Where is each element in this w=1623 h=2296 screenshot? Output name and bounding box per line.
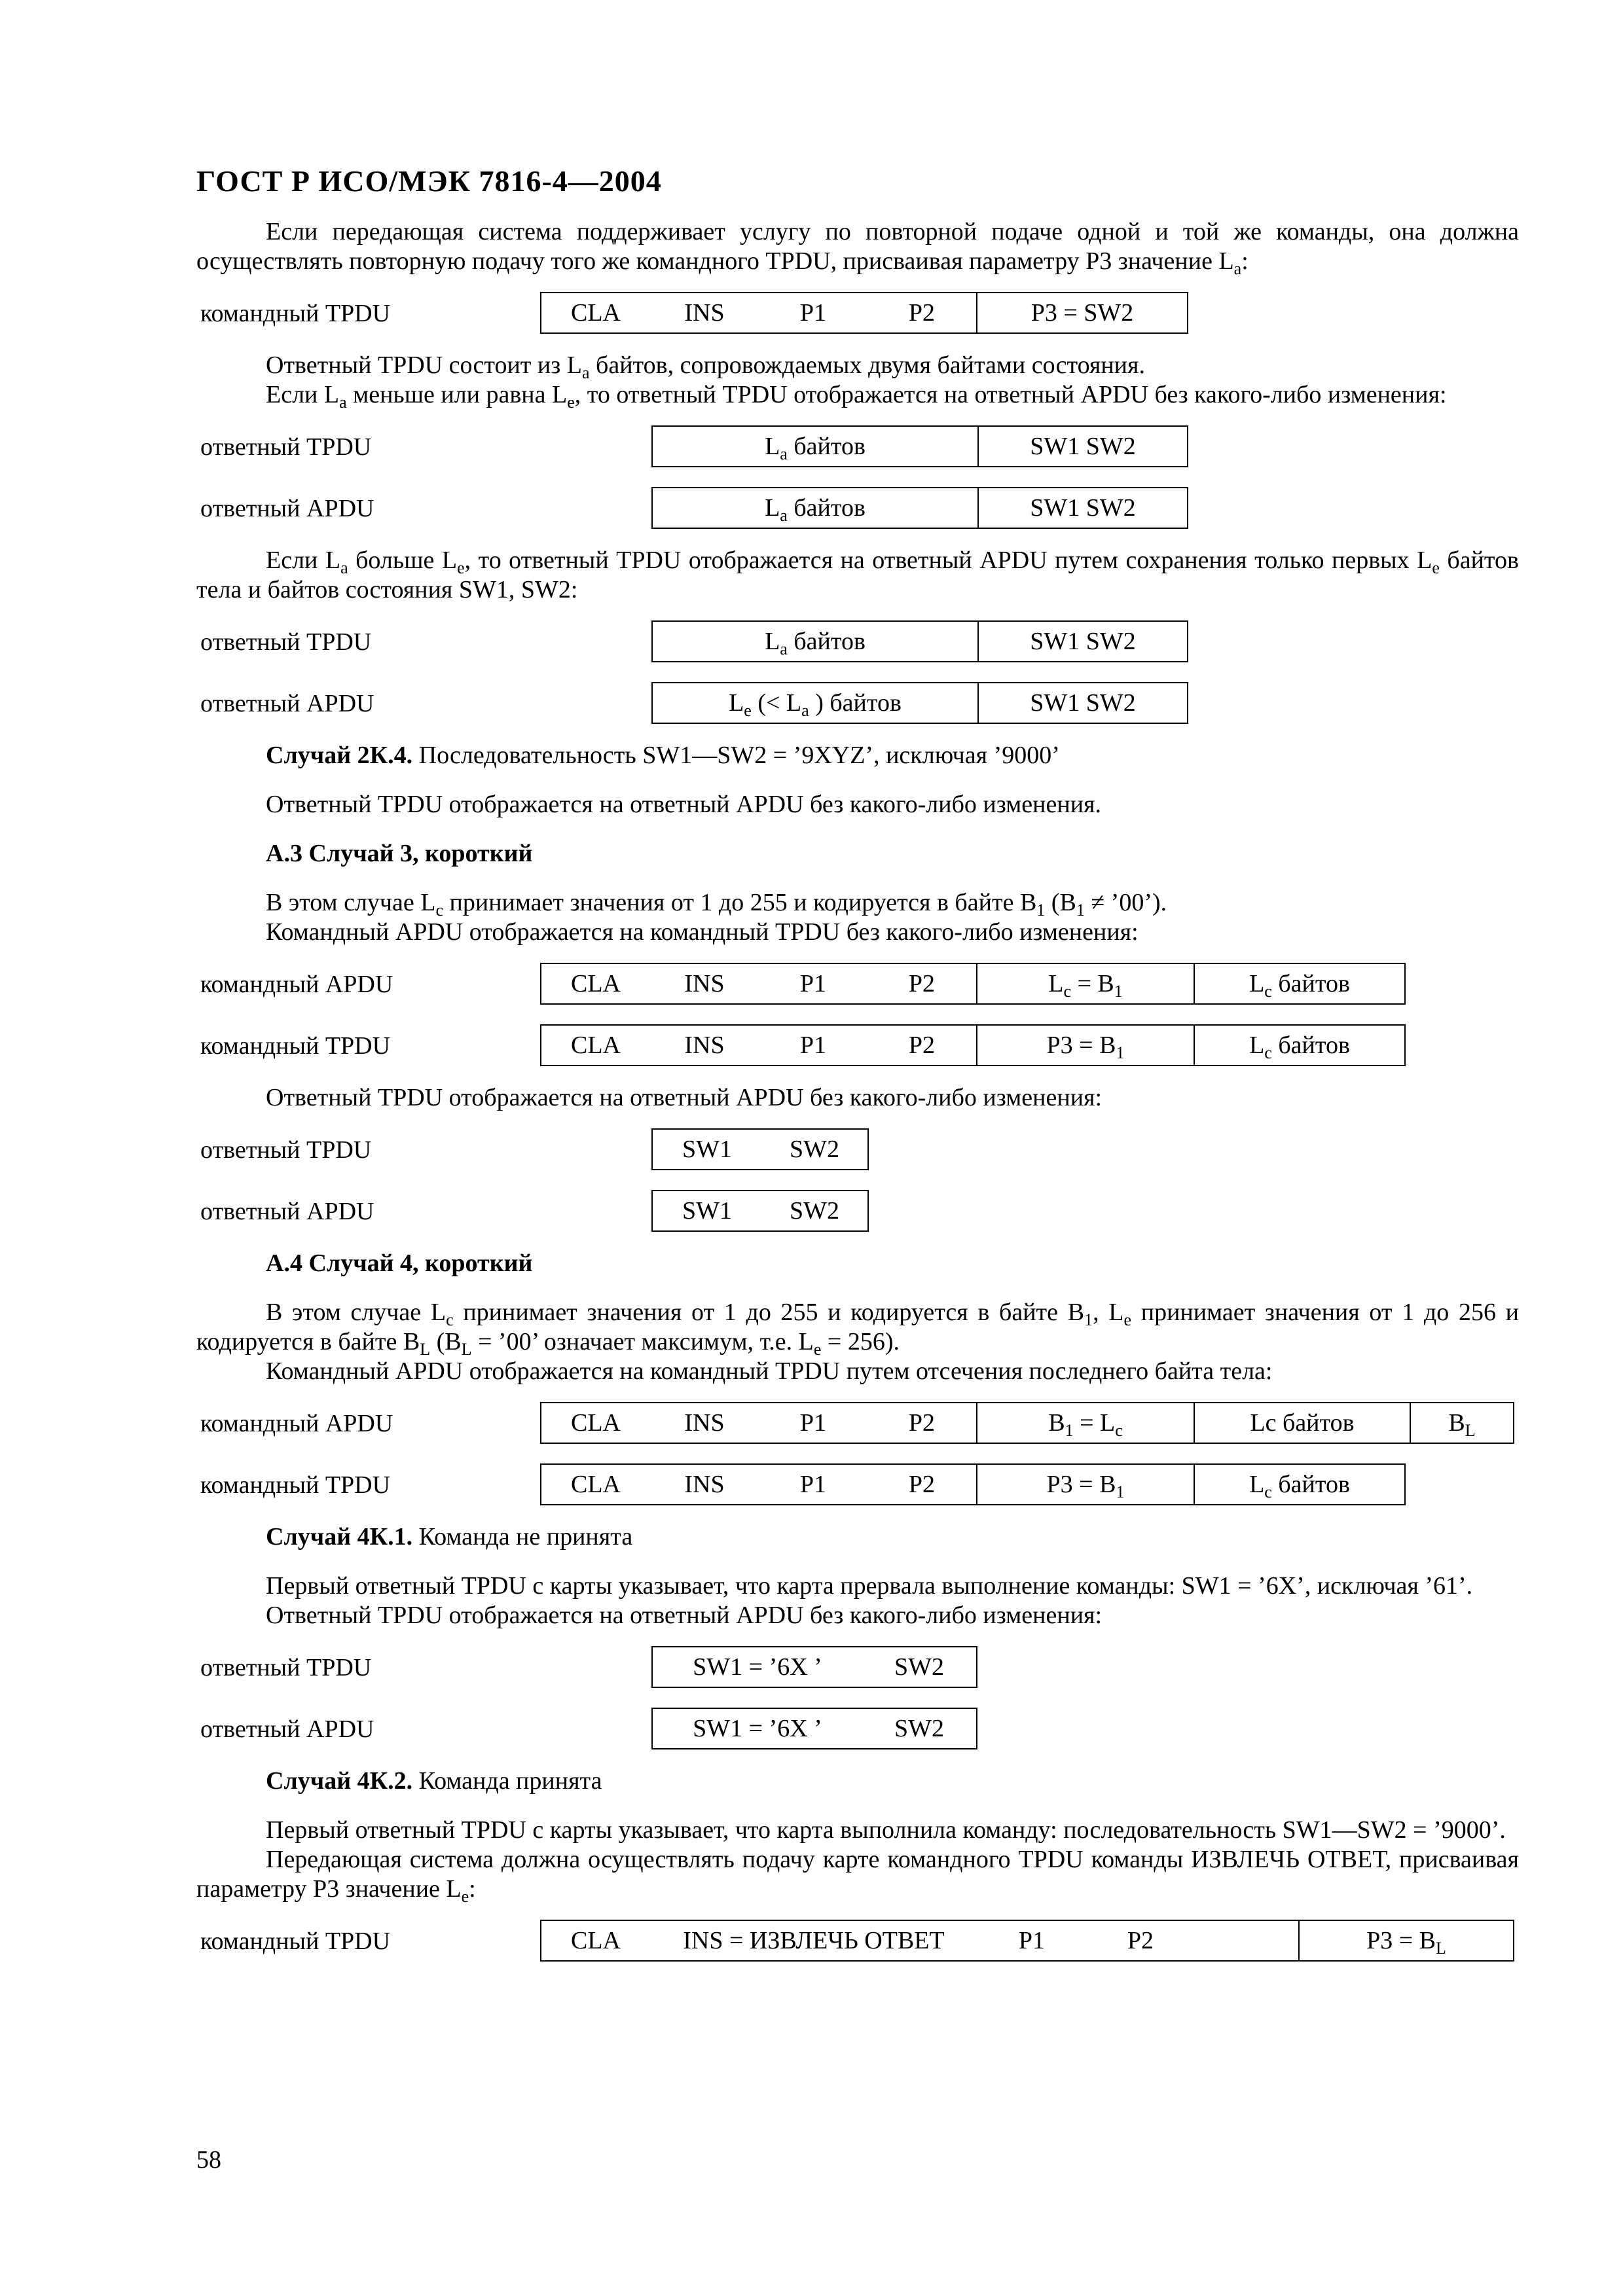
case-title: Случай 4К.1. xyxy=(266,1523,413,1551)
diagram-row xyxy=(196,423,1519,471)
p3-cell: $P3 = B_1$ xyxy=(976,1026,1194,1065)
section-heading: А.4 Случай 4, короткий xyxy=(266,1249,533,1277)
cla-cell: CLA xyxy=(571,1409,621,1437)
p2-cell: P2 xyxy=(908,970,936,997)
row-label: командный TPDU xyxy=(200,300,391,327)
paragraph: Если передающая система поддерживает услугу по повторной подаче одной и той же команды, она должна осуществлять повторную подачу того же командного TPDU, присваивая параметру P3 значение $L_a$: xyxy=(196,218,1519,278)
response-apdu-box xyxy=(651,1190,869,1232)
paragraph: В этом случае $L_c$ принимает значения от 1 до 255 и кодируется в байте $B_1$, $L_e$ принимает значения от 1 до 256 и кодируется в байте $B_L$ ($B_L$ = ’00’ означает максимум, т.е. $L_e = 256$). xyxy=(196,1299,1519,1359)
row-label: ответный TPDU xyxy=(200,1136,372,1164)
cla-cell: CLA xyxy=(571,299,621,327)
ins-cell: INS = ИЗВЛЕЧЬ ОТВЕТ xyxy=(683,1927,945,1954)
sw2-cell: SW2 xyxy=(894,1653,944,1681)
response-tpdu-box xyxy=(651,1646,977,1688)
p1-cell: P1 xyxy=(799,1031,827,1059)
ins-cell: INS xyxy=(684,1031,725,1059)
data-cell: $L_e$ (< $L_a$ ) байтов xyxy=(729,689,902,720)
command-tpdu-box xyxy=(540,292,1188,334)
sw1-cell: SW1 = ’6X ’ xyxy=(693,1653,822,1681)
p2-cell: P2 xyxy=(908,1409,936,1437)
command-tpdu-box xyxy=(540,1024,1406,1066)
sw1-cell: SW1 = ’6X ’ xyxy=(693,1715,822,1742)
ins-cell: INS xyxy=(684,970,725,997)
sw2-cell: SW2 xyxy=(790,1136,839,1163)
data-cell: $L_c$ байтов xyxy=(1194,964,1404,1003)
row-label: ответный TPDU xyxy=(200,1654,372,1681)
paragraph: Случай 4К.1. Команда не принята xyxy=(266,1523,633,1551)
response-tpdu-box xyxy=(651,620,1188,662)
paragraph: Если $L_a$ больше $L_e$, то ответный TPDU отображается на ответный APDU путем сохранения только первых $L_e$ байтов тела и байтов состояния SW1, SW2: xyxy=(196,547,1519,603)
diagram-row xyxy=(196,1643,1519,1692)
ins-cell: INS xyxy=(684,299,725,327)
row-label: ответный APDU xyxy=(200,495,374,522)
status-cell: SW1 SW2 xyxy=(977,622,1187,661)
p1-cell: P1 xyxy=(1018,1927,1046,1954)
diagram-row xyxy=(196,960,1519,1009)
diagram-row xyxy=(196,289,1519,338)
command-tpdu-box xyxy=(540,1463,1406,1505)
command-tpdu-box xyxy=(540,1920,1514,1962)
row-label: командный APDU xyxy=(200,971,393,998)
case-title: Случай 4К.2. xyxy=(266,1767,413,1795)
status-cell: SW1 SW2 xyxy=(977,488,1187,528)
diagram-row xyxy=(196,1917,1519,1965)
diagram-row xyxy=(196,679,1519,728)
row-label: командный TPDU xyxy=(200,1032,391,1060)
ins-cell: INS xyxy=(684,1409,725,1437)
row-label: ответный APDU xyxy=(200,1715,374,1743)
p2-cell: P2 xyxy=(908,1471,936,1498)
paragraph: Передающая система должна осуществлять подачу карте командного TPDU команды ИЗВЛЕЧЬ ОТВЕТ, присваивая параметру P3 значение $L_e$: xyxy=(196,1846,1520,1906)
data-cell: $L_c$ байтов xyxy=(1194,1026,1404,1065)
row-label: ответный APDU xyxy=(200,690,374,717)
row-label: командный TPDU xyxy=(200,1928,391,1955)
p3-cell: $P3 = B_1$ xyxy=(976,1465,1194,1504)
p2-cell: P2 xyxy=(1127,1927,1154,1954)
row-label: ответный TPDU xyxy=(200,628,372,656)
paragraph: Случай 4К.2. Команда принята xyxy=(266,1767,602,1795)
paragraph: Первый ответный TPDU с карты указывает, что карта выполнила команду: последовательность SW1—SW2 = ’9000’. xyxy=(266,1816,1506,1844)
data-cell: $L_c$ байтов xyxy=(1194,1465,1404,1504)
diagram-row xyxy=(196,618,1519,666)
cla-cell: CLA xyxy=(571,1031,621,1059)
data-cell: $L_a$ байтов xyxy=(765,494,866,525)
diagram-row xyxy=(196,1187,1519,1236)
lc-cell: $B_1 = L_c$ xyxy=(976,1403,1194,1443)
diagram-row xyxy=(196,1399,1519,1448)
data-cell: $L_a$ байтов xyxy=(765,433,866,463)
paragraph: Ответный TPDU отображается на ответный APDU без какого-либо изменения. xyxy=(266,791,1102,818)
p3-cell: P3 = SW2 xyxy=(976,293,1187,332)
paragraph: Ответный TPDU отображается на ответный APDU без какого-либо изменения: xyxy=(266,1084,1103,1111)
diagram-row xyxy=(196,1705,1519,1753)
response-apdu-box xyxy=(651,487,1188,529)
cla-cell: CLA xyxy=(571,1927,621,1954)
page-content xyxy=(196,164,1519,1979)
cla-cell: CLA xyxy=(571,970,621,997)
le-cell: $B_L$ xyxy=(1410,1403,1513,1443)
p1-cell: P1 xyxy=(799,1409,827,1437)
diagram-row xyxy=(196,1126,1519,1174)
paragraph: В этом случае $L_c$ принимает значения от 1 до 255 и кодируется в байте $B_1$ ($B_1$ ≠ ’00’). xyxy=(266,889,1167,920)
sw1-cell: SW1 xyxy=(682,1197,732,1225)
sw1-cell: SW1 xyxy=(682,1136,732,1163)
row-label: ответный APDU xyxy=(200,1198,374,1225)
status-cell: SW1 SW2 xyxy=(977,427,1187,466)
sw2-cell: SW2 xyxy=(790,1197,839,1225)
p2-cell: P2 xyxy=(908,299,936,327)
paragraph: Первый ответный TPDU с карты указывает, что карта прервала выполнение команды: SW1 = ’6X’, исключая ’61’. xyxy=(266,1572,1473,1600)
sw2-cell: SW2 xyxy=(894,1715,944,1742)
page-number: 58 xyxy=(196,2146,221,2174)
command-apdu-box xyxy=(540,1402,1514,1444)
row-label: командный APDU xyxy=(200,1410,393,1437)
cla-cell: CLA xyxy=(571,1471,621,1498)
response-tpdu-box xyxy=(651,425,1188,467)
ins-cell: INS xyxy=(684,1471,725,1498)
paragraph: Ответный TPDU состоит из $L_a$ байтов, сопровождаемых двумя байтами состояния. xyxy=(266,351,1145,382)
p1-cell: P1 xyxy=(799,1471,827,1498)
p1-cell: P1 xyxy=(799,970,827,997)
diagram-row xyxy=(196,1461,1519,1509)
diagram-row xyxy=(196,484,1519,533)
document-header: ГОСТ Р ИСО/МЭК 7816-4—2004 xyxy=(196,164,662,198)
response-apdu-box xyxy=(651,1708,977,1749)
data-cell: Lc байтов xyxy=(1194,1403,1410,1443)
diagram-row xyxy=(196,1022,1519,1070)
case-title: Случай 2К.4. xyxy=(266,742,413,769)
paragraph: Командный APDU отображается на командный TPDU без какого-либо изменения: xyxy=(266,918,1139,946)
paragraph: Ответный TPDU отображается на ответный APDU без какого-либо изменения: xyxy=(266,1602,1103,1629)
paragraph: Командный APDU отображается на командный TPDU путем отсечения последнего байта тела: xyxy=(266,1357,1273,1385)
p2-cell: P2 xyxy=(908,1031,936,1059)
command-apdu-box xyxy=(540,963,1406,1005)
lc-cell: $L_c = B_1$ xyxy=(976,964,1194,1003)
data-cell: $L_a$ байтов xyxy=(765,628,866,658)
response-apdu-box xyxy=(651,682,1188,724)
paragraph: Случай 2К.4. Последовательность SW1—SW2 = ’9XYZ’, исключая ’9000’ xyxy=(266,742,1060,769)
response-tpdu-box xyxy=(651,1128,869,1170)
p3-cell: $P3 = B_L$ xyxy=(1298,1921,1513,1960)
row-label: ответный TPDU xyxy=(200,433,372,461)
p1-cell: P1 xyxy=(799,299,827,327)
paragraph: Если $L_a$ меньше или равна $L_e$, то ответный TPDU отображается на ответный APDU без какого-либо изменения: xyxy=(266,381,1447,412)
row-label: командный TPDU xyxy=(200,1471,391,1499)
status-cell: SW1 SW2 xyxy=(977,683,1187,723)
section-heading: А.3 Случай 3, короткий xyxy=(266,840,533,867)
